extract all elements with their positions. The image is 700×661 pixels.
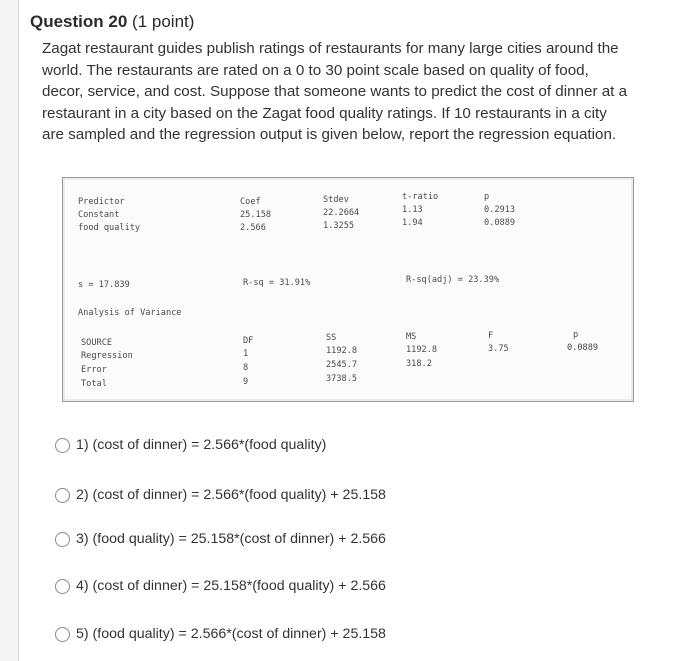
- coef-row-constant-stdev: 22.2664: [323, 208, 360, 218]
- coef-row-food-p: 0.0889: [484, 218, 516, 228]
- radio-button-5[interactable]: [55, 627, 70, 642]
- radio-button-3[interactable]: [55, 532, 70, 547]
- coef-header-coef: Coef: [240, 197, 261, 207]
- option-5[interactable]: [55, 621, 386, 647]
- coef-header-p: p: [484, 192, 490, 202]
- anova-row-error-df: 8: [243, 363, 249, 373]
- anova-row-error-ss: 2545.7: [326, 360, 358, 370]
- anova-title: Analysis of Variance: [78, 308, 182, 318]
- anova-header-source: SOURCE: [81, 338, 113, 348]
- coef-header-stdev: Stdev: [323, 195, 349, 205]
- anova-header-f: F: [488, 331, 494, 341]
- stat-rsq-adj: R-sq(adj) = 23.39%: [406, 275, 500, 285]
- option-3-label: 3) (food quality) = 25.158*(cost of dinner) + 2.566: [76, 531, 386, 547]
- regression-output-image: [62, 177, 634, 402]
- question-title: [30, 12, 194, 32]
- anova-header-ss: SS: [326, 333, 337, 343]
- anova-header-df: DF: [243, 336, 254, 346]
- coef-header-predictor: Predictor: [78, 197, 125, 207]
- question-points: (1 point): [132, 12, 195, 31]
- option-1-label: 1) (cost of dinner) = 2.566*(food quality): [76, 437, 327, 453]
- stat-rsq: R-sq = 31.91%: [243, 278, 311, 288]
- radio-button-1[interactable]: [55, 438, 70, 453]
- question-number: Question 20: [30, 12, 128, 31]
- coef-row-food-predictor: food quality: [78, 223, 141, 233]
- anova-row-regression-p: 0.0889: [567, 343, 599, 353]
- anova-row-regression-f: 3.75: [488, 344, 509, 354]
- anova-row-regression-df: 1: [243, 349, 249, 359]
- radio-button-2[interactable]: [55, 488, 70, 503]
- coef-header-tratio: t-ratio: [402, 192, 439, 202]
- option-2[interactable]: [55, 482, 386, 508]
- coef-row-constant-tratio: 1.13: [402, 205, 423, 215]
- option-5-label: 5) (food quality) = 2.566*(cost of dinner) + 25.158: [76, 626, 386, 642]
- radio-button-4[interactable]: [55, 579, 70, 594]
- anova-row-regression-ss: 1192.8: [326, 346, 358, 356]
- option-4-label: 4) (cost of dinner) = 25.158*(food quality) + 2.566: [76, 578, 386, 594]
- option-2-label: 2) (cost of dinner) = 2.566*(food quality) + 25.158: [76, 487, 386, 503]
- option-4[interactable]: [55, 573, 386, 599]
- stat-s: s = 17.839: [78, 280, 130, 290]
- anova-header-p: p: [573, 330, 579, 340]
- anova-row-total-df: 9: [243, 377, 249, 387]
- coef-row-constant-coef: 25.158: [240, 210, 272, 220]
- anova-row-error-ms: 318.2: [406, 359, 432, 369]
- coef-row-constant-predictor: Constant: [78, 210, 120, 220]
- anova-row-total-source: Total: [81, 379, 107, 389]
- anova-row-regression-ms: 1192.8: [406, 345, 438, 355]
- anova-row-regression-source: Regression: [81, 351, 133, 361]
- coef-row-constant-p: 0.2913: [484, 205, 516, 215]
- anova-row-total-ss: 3738.5: [326, 374, 358, 384]
- coef-row-food-coef: 2.566: [240, 223, 266, 233]
- question-text: Zagat restaurant guides publish ratings of restaurants for many large cities around the world. The restaurants are rated on a 0 to 30 point scale based on quality of food, decor, service, and cost. Suppose that someone wants to predict the cost of dinner at a restaurant in a city based on the Zagat food quality ratings. If 10 restaurants in a city are sampled and the regression output is given below, report the regression equation.: [42, 40, 628, 143]
- anova-row-error-source: Error: [81, 365, 107, 375]
- coef-row-food-tratio: 1.94: [402, 218, 423, 228]
- anova-header-ms: MS: [406, 332, 417, 342]
- option-1[interactable]: [55, 432, 326, 458]
- option-3[interactable]: [55, 526, 386, 552]
- coef-row-food-stdev: 1.3255: [323, 221, 355, 231]
